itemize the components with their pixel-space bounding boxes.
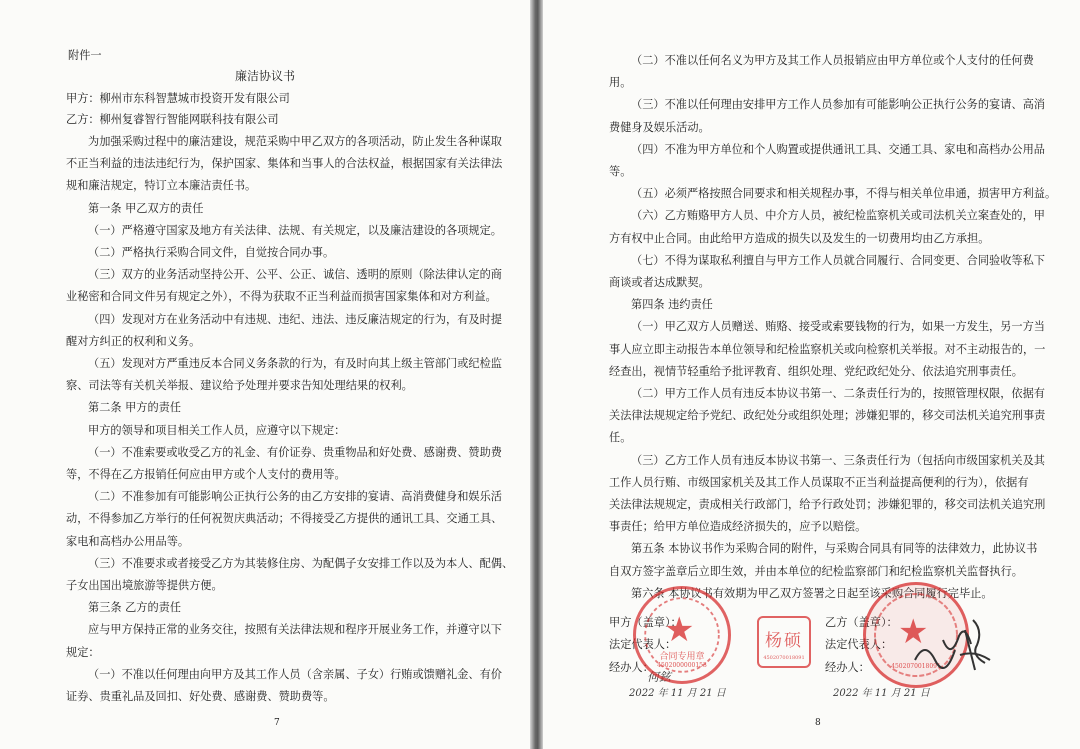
body-line: 第四条 违约责任 [631,298,713,312]
body-line: 第一条 甲乙双方的责任 [88,201,204,215]
body-line: （三）不准要求或者接受乙方为其装修住房、为配偶子女安排工作以及为本人、配偶、 [88,556,514,570]
body-line: 家电和高档办公用品等。 [66,534,190,548]
body-line: 商谈或者达成默契。 [609,276,710,289]
body-line: 事责任；给甲方单位造成经济损失的，应予以赔偿。 [609,520,867,534]
body-line: 事人应立即主动报告本单位领导和纪检监察机关或向检察机关举报。对不主动报告的，一 [609,342,1046,356]
body-line: （三）乙方工作人员有违反本协议书第一、三条责任行为（包括向市级国家机关及其 [631,453,1045,467]
body-line: （二）甲方工作人员有违反本协议书第一、二条责任行为的，按照管理权限，依据有 [631,387,1045,400]
body-line: （一）不准索要或收受乙方的礼金、有价证券、贵重物品和好处费、感谢费、赞助费 [88,445,502,459]
body-line: （六）乙方贿赂甲方人员、中介方人员，被纪检监察机关或司法机关立案查处的，甲 [631,209,1045,223]
body-line: 醒对方纠正的权利和义务。 [66,334,201,348]
body-line: 子女出国出境旅游等提供方便。 [66,579,223,592]
sign-b-handler-label: 经办人： [825,661,870,674]
body-line: 方有权中止合同。由此给甲方造成的损失以及发生的一切费用均由乙方承担。 [609,231,990,245]
body-line: 任。 [609,431,632,445]
party-a-seal [633,586,731,684]
attachment-label: 附件一 [68,49,102,62]
name-seal-text: 杨硕 [765,631,803,651]
body-line: 工作人员行贿、市级国家机关及其工作人员谋取不正当利益提高便利的行为），依据有 [609,475,1029,489]
body-line: 费健身及娱乐活动。 [609,120,710,134]
body-line: 用。 [609,76,632,90]
date-b: 2022 年 11 月 21 日 [833,688,930,699]
body-line: （七）不得为谋取私利擅自与甲方工作人员就合同履行、合同变更、合同验收等私下 [631,253,1045,267]
body-line: （一）甲乙双方人员赠送、贿赂、接受或索要钱物的行为，如果一方发生，另一方当 [631,320,1045,334]
party-a-seal-text: 合同专用章 [659,652,705,662]
body-line: 证券、贵重礼品及回扣、好处费、感谢费、赞助费等。 [66,690,335,703]
party-a-line: 甲方：柳州市东科智慧城市投资开发有限公司 [66,92,290,105]
page-number: 7 [274,718,280,728]
seal-star-icon: ★ [898,612,929,652]
name-seal-code: 4502070018091 [763,655,805,661]
body-line: （五）发现对方严重违反本合同义务条款的行为，有及时向其上级主管部门或纪检监 [88,357,502,370]
page-number: 8 [815,718,821,728]
body-line: 动，不得参加乙方举行的任何祝贺庆典活动；不得接受乙方提供的通讯工具、交通工具、 [66,512,503,526]
left-page [0,0,530,749]
body-line: 等，不得在乙方报销任何应由甲方或个人支付的费用等。 [66,468,346,481]
body-line: 业秘密和合同文件另有规定之外），不得为获取不正当利益而损害国家集体和对方利益。 [66,290,497,304]
body-line: 第三条 乙方的责任 [88,601,182,615]
body-line: 等。 [609,165,632,178]
page-title: 廉洁协议书 [234,69,295,83]
party-b-seal-code: 4502070018091 [891,663,941,670]
body-line: （三）不准以任何理由安排甲方工作人员参加有可能影响公正执行公务的宴请、高消 [631,98,1045,112]
body-line: （二）严格执行采购合同文件，自觉按合同办事。 [88,246,335,259]
body-line: 第二条 甲方的责任 [88,401,182,415]
body-line: 规和廉洁规定，特订立本廉洁责任书。 [66,179,257,193]
body-line: （三）双方的业务活动坚持公开、公平、公正、诚信、透明的原则（除法律认定的商 [88,268,502,282]
body-line: 不正当利益的违法违纪行为，保护国家、集体和当事人的合法权益，根据国家有关法律法 [66,157,503,171]
date-a: 2022 年 11 月 21 日 [629,688,726,699]
party-b-line: 乙方：柳州复睿智行智能网联科技有限公司 [66,113,279,126]
book-gutter [530,0,543,749]
handwritten-signature [905,610,1005,690]
body-line: （二）不准参加有可能影响公正执行公务的由乙方安排的宴请、高消费健身和娱乐活 [88,490,502,504]
right-page [543,0,1080,749]
body-line: 自双方签字盖章后立即生效，并由本单位的纪检监察部门和纪检监察机关监督执行。 [609,564,1023,578]
body-line: 规定： [66,645,100,659]
body-line: 第六条 本协议书有效期为甲乙双方签署之日起至该采购合同履行完毕止。 [631,586,993,600]
body-line: 经查出，视情节轻重给予批评教育、组织处理、党纪政纪处分、依法追究刑事责任。 [609,364,1023,378]
body-line: 第五条 本协议书作为采购合同的附件，与采购合同具有同等的法律效力，此协议书 [631,542,1038,556]
sign-a-handler-label: 经办人： [609,661,654,674]
sign-a-stamp-label: 甲方（盖章）： [609,616,682,629]
handler-a-signature: 何鉉 [647,670,672,684]
sign-b-rep-label: 法定代表人： [825,638,893,651]
body-line: 甲方的领导和项目相关工作人员，应遵守以下规定： [88,423,346,437]
body-line: （一）严格遵守国家及地方有关法律、法规、有关规定，以及廉洁建设的各项规定。 [88,223,502,237]
body-line: 应与甲方保持正常的业务交往，按照有关法律法规和程序开展业务工作，并遵守以下 [88,623,502,637]
seal-star-icon: ★ [664,610,695,650]
body-line: （一）不准以任何理由向甲方及其工作人员（含亲属、子女）行贿或馈赠礼金、有价 [88,667,502,681]
body-line: 关法律法规规定，责成相关行政部门，给予行政处罚；涉嫌犯罪的，移交司法机关追究刑 [609,498,1046,511]
body-line: （五）必须严格按照合同要求和相关规程办事，不得与相关单位串通，损害甲方利益。 [631,187,1057,201]
body-line: 为加强采购过程中的廉洁建设，规范采购中甲乙双方的各项活动，防止发生各种谋取 [88,135,502,148]
body-line: （二）不准以任何名义为甲方及其工作人员报销应由甲方单位或个人支付的任何费 [631,54,1034,67]
sign-b-stamp-label: 乙方（盖章）： [825,616,898,629]
body-line: （四）发现对方在业务活动中有违规、违纪、违法、违反廉洁规定的行为，有及时提 [88,312,502,326]
body-line: 察、司法等有关机关举报、建议给予处理并要求告知处理结果的权利。 [66,379,413,393]
sign-a-rep-label: 法定代表人： [609,638,677,651]
body-line: （四）不准为甲方单位和个人购置或提供通讯工具、交通工具、家电和高档办公用品 [631,142,1045,156]
body-line: 关法律法规规定给予党纪、政纪处分或组织处理；涉嫌犯罪的，移交司法机关追究刑事责 [609,409,1046,423]
name-seal [757,616,811,668]
party-a-seal-code: 4502000000153 [657,662,707,669]
